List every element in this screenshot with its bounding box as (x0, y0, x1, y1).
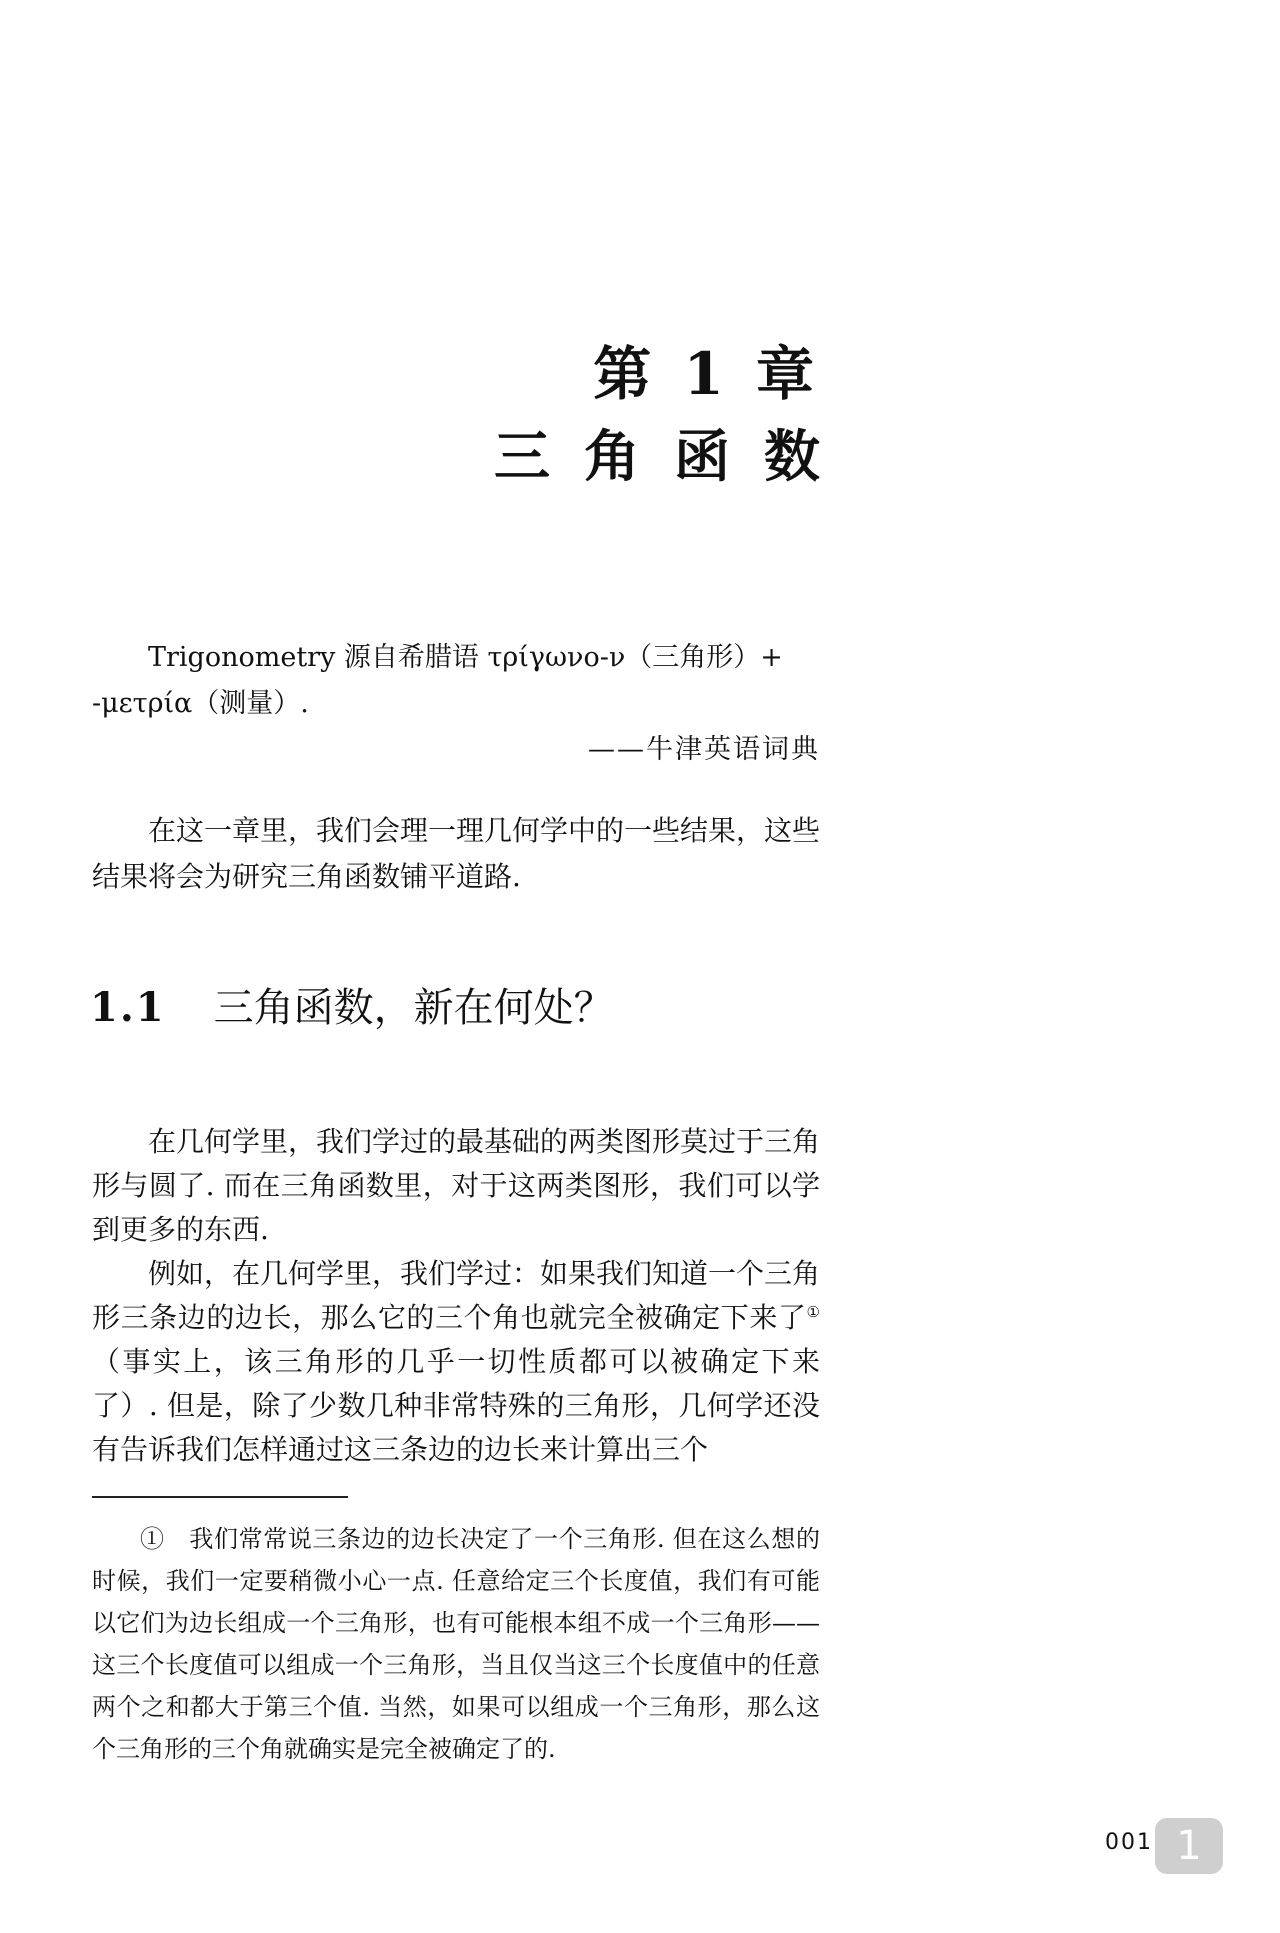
body-paragraph-2-part-a: 例如，在几何学里，我们学过：如果我们知道一个三角形三条边的边长，那么它的三个角也就完全被确定下来了 (92, 1257, 821, 1334)
section-title: 三角函数，新在何处？ (213, 985, 614, 1031)
section-heading (90, 984, 614, 1031)
epigraph-source: ——牛津英语词典 (588, 734, 820, 765)
section-number: 1.1 (90, 984, 166, 1031)
body-text (92, 1120, 820, 1472)
page-badge: 1 (1155, 1818, 1223, 1874)
footnote-paragraph (92, 1518, 820, 1770)
body-paragraph-2 (92, 1252, 820, 1472)
page-number: 001 (1105, 1830, 1153, 1855)
footnote-text: 我们常常说三条边的边长决定了一个三角形. 但在这么想的时候，我们一定要稍微小心一点. 任意给定三个长度值，我们有可能以它们为边长组成一个三角形，也有可能根本组不成一个三角形——这三个长度值可以组成一个三角形，当且仅当这三个长度值中的任意两个之和都大于第三个值. 当然，如果可以组成一个三角形，那么这个三角形的三个角就确实是完全被确定了的. (92, 1525, 820, 1763)
intro-paragraph: 在这一章里，我们会理一理几何学中的一些结果，这些结果将会为研究三角函数铺平道路. (92, 814, 821, 893)
footnote-divider (92, 1496, 348, 1498)
chapter-intro (92, 808, 820, 900)
footnote-reference[interactable]: ① (806, 1303, 820, 1321)
footnote (92, 1518, 820, 1770)
chapter-number: 第 1 章 (593, 340, 820, 408)
epigraph (92, 635, 820, 773)
chapter-title: 三角函数 (494, 425, 854, 490)
footnote-marker: ① (140, 1525, 165, 1553)
body-paragraph-1: 在几何学里，我们学过的最基础的两类图形莫过于三角形与圆了. 而在三角函数里，对于这两类图形，我们可以学到更多的东西. (92, 1125, 821, 1246)
body-paragraph-2-part-b: （事实上，该三角形的几乎一切性质都可以被确定下来了）. 但是，除了少数几种非常特殊的三角形，几何学还没有告诉我们怎样通过这三条边的边长来计算出三个 (92, 1345, 820, 1466)
epigraph-text: Trigonometry 源自希腊语 τρίγωνο-ν（三角形）+ -μετρία（测量）. (92, 642, 783, 719)
